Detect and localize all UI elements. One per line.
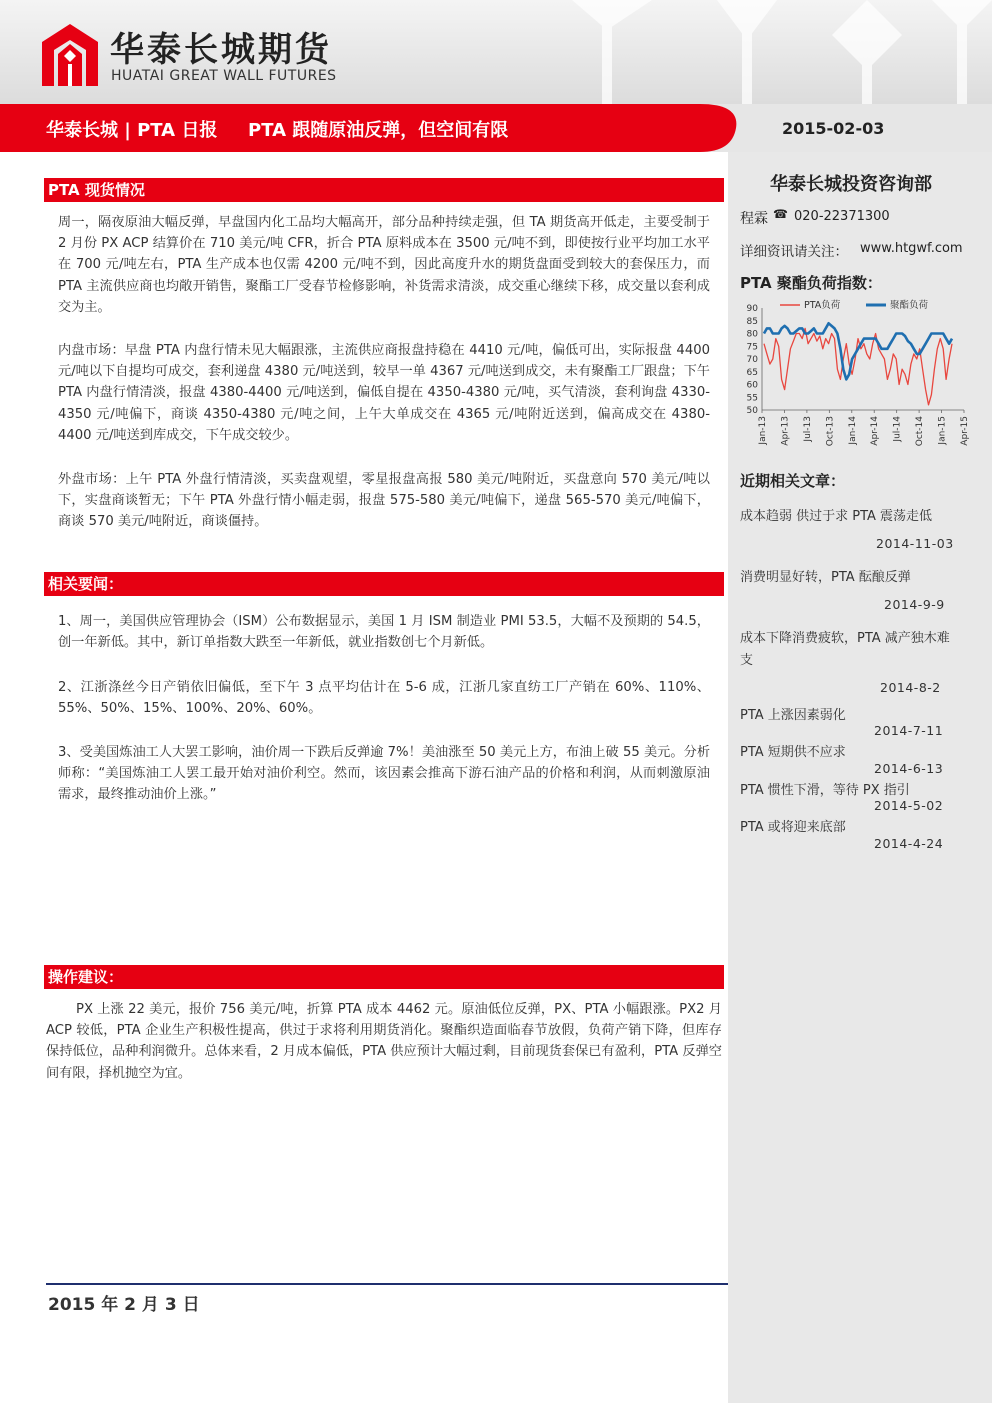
chart-legend-label: 聚酯负荷 [890, 300, 929, 311]
article-date: 2014-11-03 [876, 536, 954, 551]
article-link[interactable]: PTA 上涨因素弱化 [740, 708, 846, 723]
report-headline: PTA 跟随原油反弹，但空间有限 [248, 120, 509, 141]
spot-paragraph-1: 周一，隔夜原油大幅反弹，早盘国内化工品均大幅高开，部分品种持续走强，但 TA 期货高开低走，主要受制于 2 月份 PX ACP 结算价在 710 美元/吨 CFR，折合 PTA 原料成本在 3500 元/吨不到，即使按行业平均加工水平在 700 元/吨左右，PTA 生产成本也仅需 4200 元/吨不到，因此高度升水的期货盘面受到较大的套保压力，而 PTA 主流供应商也均敞开销售，聚酯工厂受春节检修影响，补货需求清淡，成交重心继续下移，成交量以套利成交为主。 [58, 215, 710, 315]
chart-y-tick-label: 90 [746, 304, 758, 314]
chart-y-tick-label: 60 [746, 380, 758, 391]
footer-divider [46, 1283, 728, 1285]
spot-paragraph-2: 内盘市场：早盘 PTA 内盘行情未见大幅跟涨，主流供应商报盘持稳在 4410 元/吨，偏低可出，实际报盘 4400 元/吨以下自提均可成交，套利递盘 4380 元/吨送到，较早一单 4367 元/吨送到成交，未有聚酯工厂跟盘；下午 PTA 内盘行情清淡，报盘 4380-4400 元/吨送到，偏低自提在 4350-4380 元/吨，买气清淡，套利询盘 4330-4350 元/吨偏下，商谈 4350-4380 元/吨之间，上午大单成交在 4365 元/吨附近送到，偏高成交在 4380-4400 元/吨送到库成交，下午成交较少。 [58, 343, 710, 443]
article-link[interactable]: 消费明显好转，PTA 酝酿反弹 [740, 570, 911, 585]
article-date: 2014-8-2 [880, 680, 941, 695]
article-link[interactable]: 成本下降消费疲软，PTA 减产独木难 [740, 631, 950, 646]
advice-paragraph: PX 上涨 22 美元，报价 756 美元/吨，折算 PTA 成本 4462 元。原油低位反弹，PX、PTA 小幅跟涨。PX2 月 ACP 较低，PTA 企业生产积极性提高，供过于求将利用期货消化。聚酯织造面临春节放假，负荷产销下降，但库存保持低位，品种利润微升。总体来看，2 月成本偏低，PTA 供应预计大幅过剩，目前现货套保已有盈利，PTA 反弹空间有限，择机抛空为宜。 [46, 1002, 722, 1081]
chart-x-tick-label: Jan-15 [937, 416, 948, 445]
article-date: 2014-5-02 [874, 798, 944, 813]
chart-y-tick-label: 65 [746, 367, 758, 378]
chart-y-tick-label: 85 [746, 316, 758, 327]
chart-legend [780, 299, 929, 311]
brand-name-en: HUATAI GREAT WALL FUTURES [111, 68, 337, 84]
article-link[interactable]: PTA 或将迎来底部 [740, 820, 846, 835]
load-index-chart [732, 294, 972, 458]
company-logo-icon [42, 24, 98, 86]
chart-x-tick-label: Jan-13 [758, 416, 768, 445]
chart-x-tick-label: Jan-14 [847, 416, 858, 445]
articles-title: 近期相关文章： [740, 472, 846, 490]
article-date: 2014-9-9 [884, 597, 945, 612]
report-series-label: 华泰长城 | PTA 日报 [46, 120, 218, 141]
chart-x-tick-label: Apr-15 [960, 416, 970, 446]
chart-x-tick-label: Apr-13 [780, 416, 791, 446]
news-item-2: 2、江浙涤丝今日产销依旧偏低，至下午 3 点平均估计在 5-6 成，江浙几家直纺工厂产销在 60%、110%、55%、50%、15%、100%、20%、60%。 [58, 680, 710, 717]
chart-y-tick-label: 70 [746, 355, 758, 365]
article-link[interactable]: 成本趋弱 供过于求 PTA 震荡走低 [740, 509, 933, 524]
chart-y-tick-label: 50 [746, 406, 758, 416]
report-date: 2015-02-03 [782, 119, 885, 138]
chart-series-line [764, 328, 952, 405]
chart-legend-label: PTA负荷 [804, 300, 841, 311]
chart-y-tick-label: 80 [746, 329, 758, 340]
analyst-name: 程霖 [740, 211, 768, 227]
header-banner [0, 0, 992, 104]
header-decoration [572, 0, 992, 104]
chart-x-tick-label: Jul-14 [892, 416, 903, 442]
chart-x-tick-label: Apr-14 [870, 416, 881, 446]
analyst-phone: 020-22371300 [794, 209, 890, 224]
chart-series-line [764, 323, 952, 379]
brand-name-cn: 华泰长城期货 [110, 30, 332, 70]
article-date: 2014-4-24 [874, 836, 944, 851]
article-link[interactable]: PTA 惯性下滑，等待 PX 指引 [740, 783, 910, 798]
phone-icon: ☎ [773, 207, 788, 221]
chart-y-tick-label: 55 [746, 393, 758, 404]
news-item-1: 1、周一，美国供应管理协会（ISM）公布数据显示，美国 1 月 ISM 制造业 PMI 53.5，大幅不及预期的 54.5，创一年新低。其中，新订单指数大跌至一年新低，就业指数创七个月新低。 [58, 614, 710, 651]
article-link[interactable]: PTA 短期供不应求 [740, 745, 846, 760]
load-index-title: PTA 聚酯负荷指数： [740, 274, 882, 292]
chart-x-tick-label: Oct-13 [825, 416, 836, 447]
section-advice-header: 操作建议： [44, 965, 724, 989]
chart-y-tick-label: 75 [746, 342, 758, 353]
footer-date: 2015 年 2 月 3 日 [48, 1295, 200, 1315]
chart-x-tick-label: Jul-13 [802, 416, 813, 442]
article-date: 2014-6-13 [874, 761, 944, 776]
section-news-header: 相关要闻： [44, 572, 724, 596]
section-spot-header: PTA 现货情况 [44, 178, 724, 202]
news-item-3: 3、受美国炼油工人大罢工影响，油价周一下跌后反弹逾 7%！美油涨至 50 美元上方，布油上破 55 美元。分析师称：“美国炼油工人罢工最开始对油价利空。然而，该因素会推高下游石油产品的价格和利润，从而刺激原油需求，最终推动油价上涨。” [58, 745, 711, 803]
sidebar-dept-title: 华泰长城投资咨询部 [770, 174, 932, 195]
chart-x-tick-label: Oct-14 [915, 416, 926, 447]
info-label: 详细资讯请关注： [740, 244, 848, 260]
chart-lines [764, 323, 952, 405]
info-url-link[interactable]: www.htgwf.com [860, 241, 963, 256]
spot-paragraph-3: 外盘市场：上午 PTA 外盘行情清淡，买卖盘观望，零星报盘高报 580 美元/吨附近，买盘意向 570 美元/吨以下，实盘商谈暂无；下午 PTA 外盘行情小幅走弱，报盘 575-580 美元/吨偏下，递盘 565-570 美元/吨偏下，商谈 570 美元/吨附近，商谈僵持。 [58, 472, 710, 530]
article-link-cont[interactable]: 支 [740, 653, 754, 668]
chart-x-ticks [758, 410, 970, 446]
article-date: 2014-7-11 [874, 723, 944, 738]
